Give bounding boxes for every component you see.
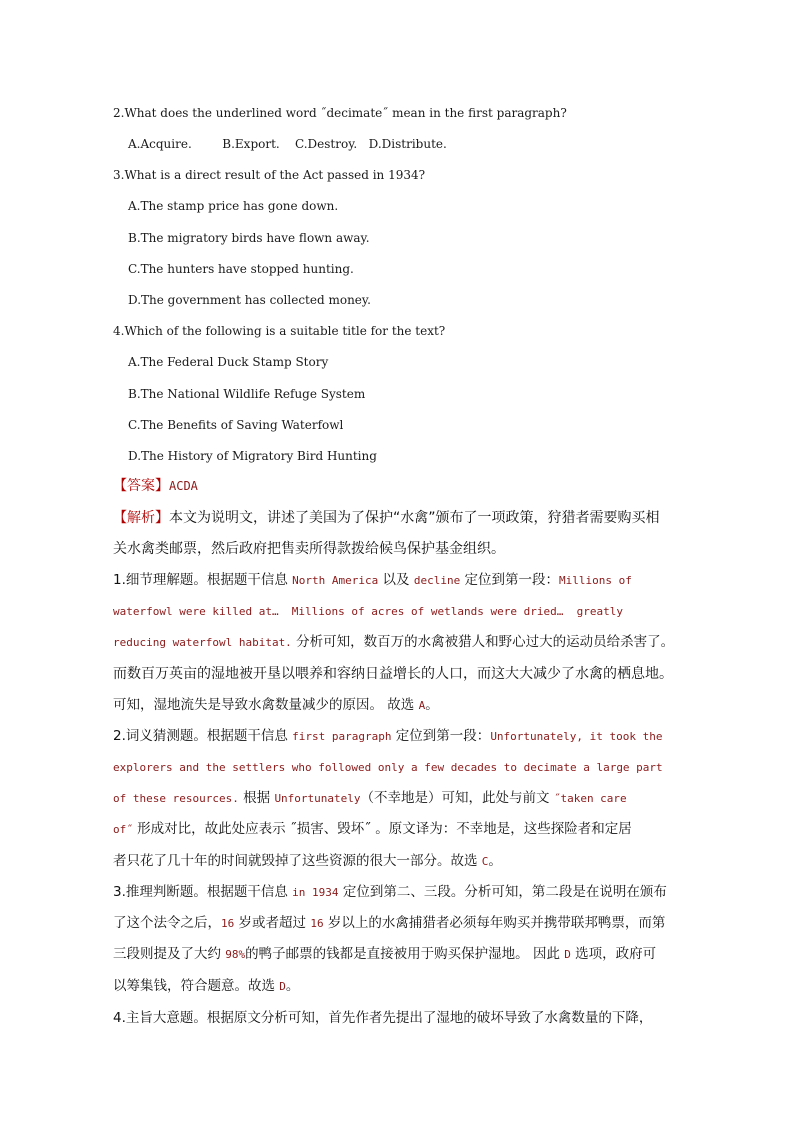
analysis-p3-number: 98% (225, 948, 246, 961)
analysis-intro-line-2: 关水禽类邮票，然后政府把售卖所得款拨给候鸟保护基金组织。 (113, 541, 505, 557)
analysis-p1-line-2: waterfowl were killed at… Millions of acres of wetlands were dried… greatly (113, 605, 623, 618)
question-4-option-b: B.The National Wildlife Refuge System (128, 387, 366, 401)
analysis-p2-keyword: first paragraph (292, 730, 392, 743)
analysis-p2-meaning: ˝损害、毁坏˝ (289, 821, 371, 837)
analysis-p2-text: 。 (488, 853, 502, 869)
question-3-option-a: A.The stamp price has gone down. (128, 199, 339, 213)
question-4-option-a: A.The Federal Duck Stamp Story (128, 355, 329, 369)
question-3-stem: 3.What is a direct result of the Act passed in 1934? (113, 168, 426, 182)
analysis-p2-text: 定位到第一段： (391, 728, 491, 744)
analysis-p2-text: 。原文译为：不幸地是，这些探险者和定居 (370, 821, 632, 837)
analysis-p1-quote: Millions of (559, 574, 632, 587)
analysis-p3-text: 的鸭子邮票的钱都是直接被用于购买保护湿地。 因此 (245, 946, 565, 962)
analysis-p4-line-1: 4.主旨大意题。根据原文分析可知，首先作者先提出了湿地的破坏导致了水禽数量的下降， (113, 1010, 653, 1026)
analysis-p2-line-2: explorers and the settlers who followed only a few decades to decimate a large part (113, 761, 663, 774)
analysis-p2-text: 2.词义猜测题。根据题干信息 (113, 728, 293, 744)
answer-line (113, 478, 198, 494)
question-2-stem: 2.What does the underlined word ˝decimate˝ mean in the first paragraph? (113, 106, 567, 120)
analysis-p3-choice: D (279, 980, 286, 993)
analysis-p2-text: 形成对比，故此处应表示 (132, 821, 290, 837)
analysis-p2-quote: of˝ (113, 823, 133, 836)
analysis-p1-text: 以及 (378, 572, 414, 588)
analysis-p1-text: 。 (425, 697, 439, 713)
analysis-p2-keyword: Unfortunately (274, 792, 361, 805)
analysis-p3-line-4 (113, 978, 299, 995)
question-3-option-c: C.The hunters have stopped hunting. (128, 262, 354, 276)
analysis-p1-line-3 (113, 634, 674, 651)
answer-label: 【答案】 (113, 478, 169, 494)
analysis-p2-choice: C (481, 855, 489, 868)
analysis-p3-text: 定位到第二、三段。分析可知，第二段是在说明在颁布 (338, 884, 667, 900)
analysis-intro-text-1: 本文为说明文，讲述了美国为了保护“水禽”颁布了一项政策，狩猎者需要购买相 (169, 510, 660, 526)
analysis-p1-text: 可知，湿地流失是导致水禽数量减少的原因。 故选 (113, 697, 419, 713)
analysis-label: 【解析】 (113, 510, 169, 526)
question-2-options: A.Acquire. B.Export. C.Destroy. D.Distribute. (128, 137, 447, 151)
analysis-p3-keyword: in 1934 (292, 886, 339, 899)
analysis-p1-line-1 (113, 572, 632, 589)
question-4-option-c: C.The Benefits of Saving Waterfowl (128, 418, 344, 432)
question-3-option-b: B.The migratory birds have flown away. (128, 231, 370, 245)
analysis-p1-keyword: decline (413, 574, 461, 587)
answer-value: ACDA (169, 479, 198, 493)
question-4-stem: 4.Which of the following is a suitable title for the text? (113, 324, 446, 338)
analysis-p2-line-4 (113, 821, 632, 838)
question-4-option-d: D.The History of Migratory Bird Hunting (128, 449, 377, 463)
analysis-p3-number: 16 (221, 917, 235, 930)
analysis-p3-text: 岁或者超过 (234, 915, 311, 931)
analysis-p3-text: 。 (285, 978, 300, 994)
analysis-p1-line-5 (113, 697, 439, 714)
analysis-p2-quote: ˝taken care (553, 792, 627, 805)
analysis-p3-text: 了这个法令之后， (113, 915, 221, 931)
analysis-p2-quote: Unfortunately, it took the (490, 730, 663, 743)
analysis-p1-text: 1.细节理解题。根据题干信息 (113, 572, 293, 588)
analysis-p2-line-1 (113, 728, 663, 745)
analysis-p3-line-3 (113, 946, 656, 963)
analysis-p3-text: 以筹集钱，符合题意。故选 (113, 978, 280, 994)
analysis-p1-text: 分析可知，数百万的水禽被猎人和野心过大的运动员给杀害了。 (291, 634, 675, 650)
analysis-p2-text: 者只花了几十年的时间就毁掉了这些资源的很大一部分。故选 (113, 853, 482, 869)
analysis-p2-text: 根据 (238, 790, 275, 806)
analysis-intro-line-1 (113, 509, 660, 527)
analysis-p1-text: 定位到第一段： (460, 572, 560, 588)
analysis-p3-number: 16 (310, 917, 324, 930)
analysis-p2-line-5 (113, 853, 502, 870)
analysis-p3-line-1 (113, 884, 667, 901)
analysis-p3-text: 3.推理判断题。根据题干信息 (113, 884, 293, 900)
analysis-p3-text: 选项，政府可 (570, 946, 657, 962)
analysis-p1-quote: reducing waterfowl habitat. (113, 636, 292, 649)
analysis-p2-line-3 (113, 790, 627, 807)
analysis-p1-line-4: 而数百万英亩的湿地被开垦以喂养和容纳日益增长的人口，而这大大减少了水禽的栖息地。 (113, 666, 673, 682)
analysis-p1-choice: A (418, 699, 426, 712)
analysis-p2-quote: of these resources. (113, 792, 239, 805)
analysis-p1-keyword: North America (292, 574, 379, 587)
analysis-p3-line-2 (113, 915, 665, 932)
analysis-p2-text: （不幸地是）可知，此处与前文 (360, 790, 554, 806)
analysis-p3-choice: D (564, 948, 571, 961)
analysis-p3-text: 三段则提及了大约 (113, 946, 226, 962)
question-3-option-d: D.The government has collected money. (128, 293, 371, 307)
analysis-p3-text: 岁以上的水禽捕猎者必须每年购买并携带联邦鸭票，而第 (323, 915, 666, 931)
